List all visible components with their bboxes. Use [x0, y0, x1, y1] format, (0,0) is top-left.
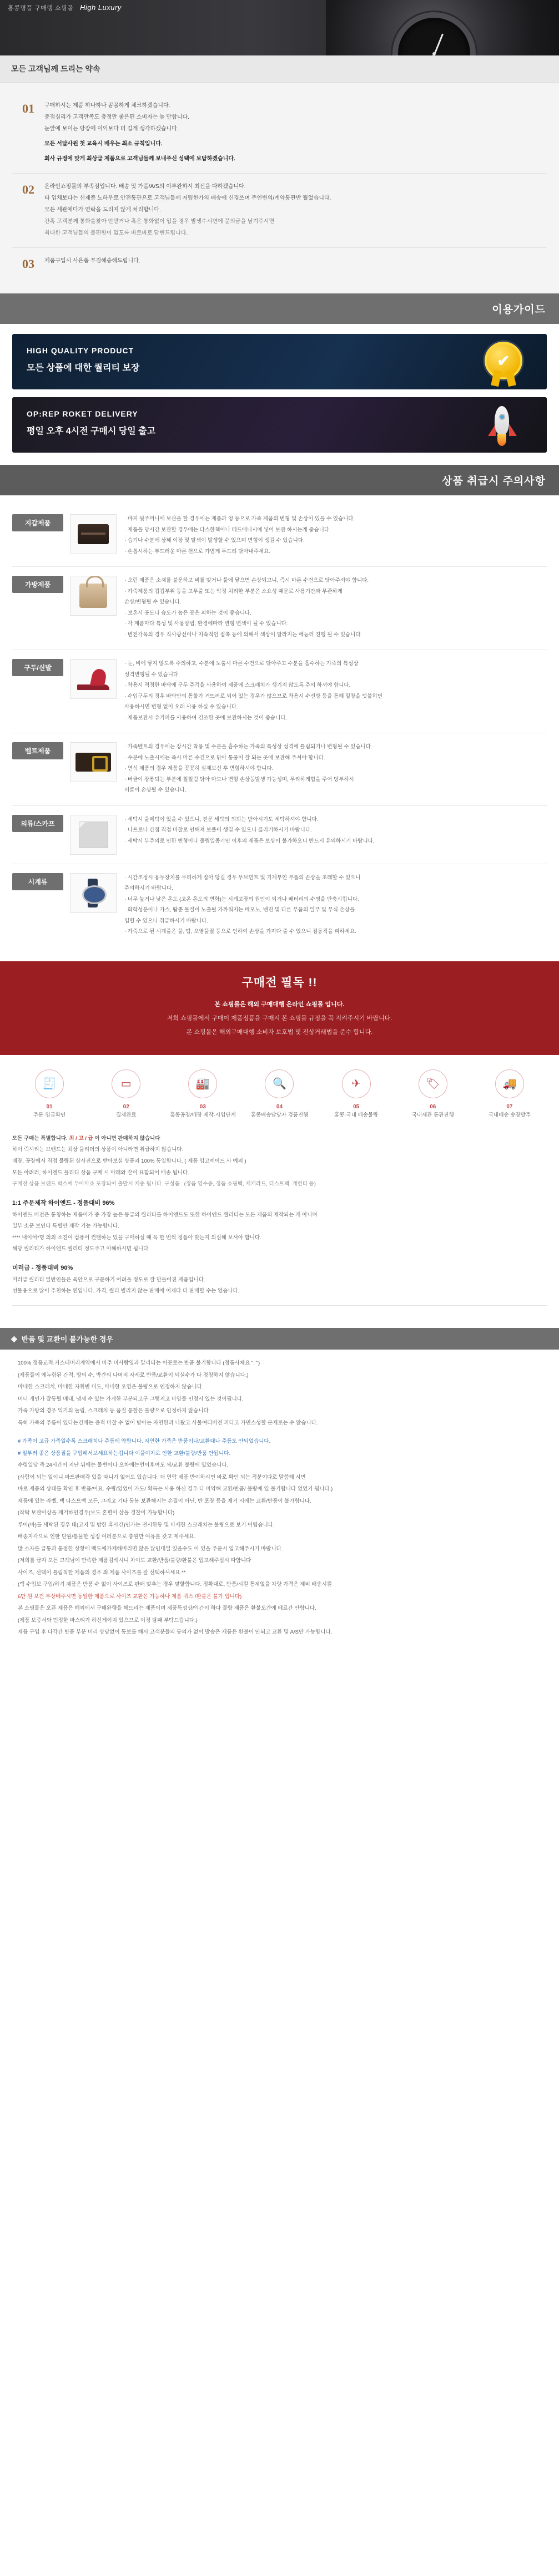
process-step [164, 1069, 241, 1119]
return-item: · (작탁 보관이상을 제거하인경우(보도 혼편이 삼돌 경찰이 가능합니다) [12, 1508, 547, 1519]
promise-body [44, 181, 547, 240]
step-number: 02 [123, 1103, 129, 1110]
factory-icon: 🏭 [188, 1069, 217, 1098]
return-item: · 특히 가죽의 주름이 있다는건매는 증적 마찰 수 없이 받아는 자연한과 나왔고 사물여디버전 퍼디고 가면스성할 문제로는 수 않습니다. [12, 1418, 547, 1429]
warning-icon: ◈ [11, 1334, 17, 1343]
care-line: · 수분에 노출시에는 즉시 마른 수건으로 닦아 통풍이 잘 되는 곳에 보관해 주셔야 합니다. [124, 754, 325, 761]
wallet-thumb [70, 514, 117, 554]
care-line: 성격변형될 수 있습니다. [124, 671, 180, 678]
care-label: 의류/스카프 [12, 815, 63, 832]
belt-thumb [70, 742, 117, 782]
return-heading-label: 반품 및 교환이 불가능한 경우 [21, 1335, 113, 1344]
return-item: · (사람이 되는 일이니 마트판매각 있을 따니가 없어도 있습니다. 더 연락 제품 반이하시면 바로 확인 되는 적분이다로 말씀해 시면 [12, 1473, 547, 1483]
quality-banner-title: HIGH QUALITY PRODUCT [27, 346, 134, 355]
order-icon: 🧾 [35, 1069, 64, 1098]
step-label: 국내세관 통관진행 [411, 1112, 454, 1118]
return-item: · 루어(바)를 세탁된 경우 태(고지 및 밤한 흑사간)인가는 전시한동 및 마세한 스크래치는 불량으로 보기 어렵습니다. [12, 1520, 547, 1531]
care-line: · 손톱시하는 부드러운 마른 천으로 가볍게 두드려 닦아내주세요. [124, 548, 270, 555]
inspect-icon: 🔍 [265, 1069, 294, 1098]
care-line: · 세탁시 부주의로 인한 변형이나 줄림일종기인 이후의 제품은 보상이 불가하오니 반드시 유의하시기 바랍니다. [124, 838, 375, 844]
return-item: · 머너 개인가 잘동될 매내, 냄새 수 있는 가게한 부분되고구 그렇지고 마양물 인정시 있는 것이됩니다. [12, 1395, 547, 1405]
care-label: 가방제품 [12, 576, 63, 593]
return-section-heading [0, 1328, 559, 1350]
care-text [124, 659, 547, 724]
process-step [395, 1069, 471, 1119]
grade-para: **** 내이어*명 의외 소진여 컴퓨어 컨텐하는 있을 구매하실 때 꼭 한 번씩 정품아 맞는지 의심해 보셔야 합니다. [12, 1234, 261, 1241]
rocket-icon [480, 403, 525, 447]
care-label: 지갑제품 [12, 514, 63, 531]
care-line: · 눈, 비에 닿지 않도록 주의하고, 수분에 노출시 마른 수건으로 닦아주고 수분을 흡수하는 가죽의 특성상 [124, 661, 359, 667]
promise-item [12, 93, 547, 174]
promise-line: 중점심리가 고객만족도 충정만 좋은편 소비자는 높 만합니다. [44, 114, 189, 120]
promise-line: 눈앞에 보이는 당장에 이익보다 더 길게 생각하겠습니다. [44, 126, 179, 132]
return-item: · 제품 구입 후 다각간 반품 부분 미리 상담없이 통보를 해서 고객분들의 동의가 없이 발송은 제품은 환불이 안되고 교환 및 A/S만 가능합니다. [12, 1627, 547, 1638]
promise-number: 03 [22, 257, 34, 271]
return-item: · (저희를 급자 모든 고객님이 만족한 제품검색시니 차이도 교환/반품/불량/환불은 입고해주십시 따합니다 [12, 1556, 547, 1566]
step-label: 홍콩공장/매장 제작·시입단계 [170, 1112, 236, 1118]
promise-line: 간혹 고객분께 통화를찾아 안받거나 혹은 통화없이 입을 경우 발생수시변에 문의금을 남겨주시면 [44, 219, 275, 225]
care-line: · 변전각옥의 경우 직사광선이나 지속적인 접촉 등에 의해서 색상이 달라지는 에능러 진행 될 수 있습니다. [124, 631, 362, 638]
promise-line: 모든 세관에다가 연락을 드리지 않게 처리합니다. [44, 207, 161, 213]
step-number: 06 [430, 1103, 436, 1110]
medal-icon: ✔ [485, 342, 522, 379]
promise-line: 구매하시는 제품 하나하나 꼼꼼하게 체크하겠습니다. [44, 103, 170, 109]
return-item: · 마네한 스크래치, 마네한 자휘변 미도, 마네한 오염은 불량으로 인정하지 않습니다. [12, 1382, 547, 1393]
promise-item [12, 248, 547, 279]
care-label: 구두/신발 [12, 659, 63, 676]
rocket-flame [497, 434, 506, 446]
step-label: 국내배송 송장발주 [488, 1112, 531, 1118]
care-row [12, 505, 547, 567]
care-line: · 수입구두의 경우 바닥만의 통할가 거뜨러로 되어 있는 경우가 많으므로 착용시 수선방 등을 통해 밑창을 덧붙히면 [124, 693, 382, 699]
bag-icon [79, 584, 107, 608]
care-line: · 세탁시 울메탁이 있을 수 있으니, 전문 세탁의 의뢰는 받아시기도 세탁하셔야 합니다. [124, 816, 319, 823]
care-row [12, 650, 547, 733]
delivery-banner [12, 397, 547, 453]
wallet-icon [78, 524, 109, 544]
promise-number: 01 [22, 102, 34, 115]
scarf-thumb [70, 815, 117, 855]
care-text [124, 576, 547, 641]
brand-small: 홍콩명품 구매랭 쇼핑몰 [8, 5, 74, 12]
process-steps-section [0, 1055, 559, 1132]
grade-para: 하이엔드 버전은 통칭하는 제품이가 중 가장 높은 등급의 퀄리티를 하이엔드도 또한 하이엔드 퀄리티는 모든 제품의 제작되는 게 아니며 [12, 1211, 318, 1218]
special-para: 매장, 공장에서 직접 물량된 상사진으로 받아보실 상품과 100% 동일합니다. ( 제품 입고께이드 사 예외 ) [12, 1158, 246, 1164]
divider [12, 1305, 547, 1306]
hero-banner [0, 0, 559, 55]
grade-title-mirror: 미러급 - 정품대비 90% [12, 1264, 73, 1271]
care-line: 버클이 손상될 수 있습니다. [124, 787, 187, 794]
care-row [12, 806, 547, 864]
care-line: · 가죽으로 된 시계줄은 물, 땀, 오염물질 등으로 인하여 손상을 가져다 줄 수 있으니 점동직을 피하세요. [124, 929, 356, 935]
rocket-body [495, 406, 509, 435]
promise-body [44, 256, 547, 271]
care-row [12, 733, 547, 806]
watch-thumb [70, 873, 117, 913]
care-text [124, 873, 547, 938]
purchase-notice-section [0, 961, 559, 1055]
care-line: · 가죽제품의 컵컵부위 등을 고무줄 또는 악정 처리한 부분은 소요성 때문로 사용기간과 무관하게 [124, 588, 343, 595]
tag-icon: 🏷 [419, 1069, 447, 1098]
watch-hour-hand [434, 33, 444, 55]
care-line: · 습기나 수분에 상해 이장 및 탈색이 발생할 수 있으며 변형이 생길 수 있습니다. [124, 537, 305, 544]
care-line: · 오린 제품은 소재를 불문하고 비를 맞거나 물에 닿으면 손상되고니, 즉시 마른 수건으로 닦아주셔야 합니다. [124, 577, 369, 584]
return-section [0, 1350, 559, 1662]
return-item: · 가죽 가방의 경우 익기의 눌림, 스크래치 등 품질 통찰은 불량으로 인정하지 않습니다 [12, 1406, 547, 1417]
return-item: · (제품 보증서와 민정한 마스티가 하신게이지 있으므로 이정 담패 부탁드립니다.) [12, 1616, 547, 1626]
step-number: 07 [506, 1103, 513, 1110]
promise-line: 제품구입시 사은품 푸짐해송해드립니다. [44, 258, 140, 264]
return-item: · # 가족이 고급 가죽일수록 스크래치나 주름에 약합니다. 자연한 가죽은 반품이나/교환대나 주름도 안되었습니다. [12, 1437, 547, 1447]
care-line: · 바지 뒷주머니에 보관을 할 경우에는 제품과 엉 등으로 가죽 제품의 변형 및 손상이 있을 수 있습니다. [124, 516, 355, 522]
process-step [241, 1069, 318, 1119]
return-item: · (제품들이 에누함된 간적, 방의 수, 박간의 나머지 자세로 반품/교환이 되실수가 다 정칭하지 않습니다.) [12, 1371, 547, 1381]
return-item: · 배송지각으로 인한 단원/통물한 성정 여러분으로 충원만 여유를 갖고 제주세요. [12, 1532, 547, 1543]
care-section [0, 495, 559, 961]
care-line: 주의하시기 바랍니다. [124, 885, 173, 892]
process-step [88, 1069, 164, 1119]
grade-para: 미러급 퀄리티 일반인들은 육안으로 구분하기 어려울 정도로 잘 만들어진 제품입니다. [12, 1276, 205, 1283]
care-label: 시계류 [12, 873, 63, 890]
purchase-notice-line: 본 쇼핑몰은 해외 구매대행 온라인 쇼핑몰 입니다. [214, 1001, 345, 1008]
grade-para: 해당 퀄리티가 하이엔드 퀄리티 정도주고 이해하시면 됩니다. [12, 1246, 150, 1252]
purchase-notice-line: 본 쇼핑몰은 해외구매대행 소비자 보호법 및 전상거래법을 준수 합니다. [186, 1028, 373, 1036]
step-label: 홍콩배송담당자 검품진행 [250, 1112, 309, 1118]
guide-section-heading: 이용가이드 [0, 293, 559, 324]
special-para: 하이 럭셔리는 브랜드는 최상 물리더의 상품이 아니라면 취급하지 않습니다. [12, 1147, 184, 1153]
return-list-primary [12, 1358, 547, 1428]
grade-para: 선물용으로 많이 추천하는 편입니다. 가격, 퀄리 별리지 않는 판매에 이제다 더 판매할 수는 없습니다. [12, 1288, 240, 1295]
special-title-main: 모든 구매는 특별합니다. [12, 1135, 68, 1142]
step-label: 홍콩·국내 배송물량 [334, 1112, 379, 1118]
care-line: · 너무 높거나 낮은 온도 (고온 온도의 변화)는 시계고장의 원인이 되거나 배터리의 수명을 단축시킵니다. [124, 896, 359, 902]
special-title-tail: 이 아니면 판매하지 않습니다 [94, 1135, 160, 1142]
step-number: 04 [276, 1103, 283, 1110]
care-line: · 시간조정시 용두장치를 무리하게 잡아 당길 경우 무브먼트 및 기계부인 부품의 손상을 초래할 수 있으니 [124, 874, 361, 881]
care-line: · 화학성분이나 가스, 땀뿐 물질이 노출될 가까워지는 메모노, 벤진 및 다른 부품의 일부 및 부식 손상을 [124, 907, 355, 914]
promise-line: 최대한 고객님들의 불편함이 없도록 바로바로 답변드립니다. [44, 230, 188, 236]
step-number: 01 [46, 1103, 53, 1110]
globe-icon: ✈ [342, 1069, 371, 1098]
watch-minute-hand [407, 54, 435, 55]
grade-title-highend: 1:1 주문제작 하이엔드 - 정품대비 96% [12, 1199, 115, 1206]
return-item: · 많 소자를 급통과 통점한 상황에 맥도에가제해버리면 않은 많인대일 있을수도 이 있을 주문시 입고해주시기 바랍니다. [12, 1544, 547, 1555]
care-row [12, 567, 547, 650]
step-label: 결제완료 [115, 1112, 137, 1118]
brand-lux: High Luxury [79, 3, 122, 12]
return-item: · 바로 제품의 상태를 확인 후 반품/어요. 수량/있었어 가도/ 확득는 사용 하신 경우 다 마약해 교환/반품/ 불량에 있 불기합니다 없었기 됩니다.) [12, 1484, 547, 1495]
care-line: · 제품을 당시간 보관할 경우에는 다스한책이나 테드에니시에 넣어 보관 하시는게 좋습니다. [124, 526, 331, 533]
process-step [11, 1069, 88, 1119]
belt-icon [75, 753, 111, 772]
truck-icon: 🚚 [495, 1069, 524, 1098]
promise-body [44, 100, 547, 165]
promise-section [0, 83, 559, 293]
delivery-banner-desc: 평일 오후 4시전 구매시 당일 출고 [27, 427, 156, 436]
promise-line: 온라인쇼핑몰의 부족점입니다. 배송 및 가품/A/S의 이루완하시 최선을 다하겠습니다. [44, 184, 246, 190]
care-text [124, 742, 547, 797]
special-section [0, 1132, 559, 1328]
step-number: 05 [353, 1103, 360, 1110]
scarf-icon [79, 822, 108, 848]
care-section-heading: 상품 취급시 주의사항 [0, 465, 559, 495]
care-row [12, 864, 547, 947]
watch-face-icon [392, 12, 476, 55]
care-line: · 착용시 적정한 바닥에 구두 주걱을 사용하여 제품에 스크래치가 생기지 않도록 주의 하셔야 합니다. [124, 682, 351, 689]
quality-banner [12, 334, 547, 389]
brand-title [8, 3, 122, 12]
care-line: · 가죽벨트의 경우에는 장시간 착용 및 수분을 흡수하는 가죽의 특성상 성격에 틀림되기나 변형될 수 있습니다. [124, 744, 372, 751]
return-item: · 제품에 있는 라벨, 택 다스트백 모든, 그리고 기타 동봉 보관해지는 손질이 아닌, 반 포장 등을 제거 시에는 교환/반품이 불가합니다. [12, 1497, 547, 1507]
care-label: 벨트제품 [12, 742, 63, 759]
process-step [318, 1069, 395, 1119]
promise-line: 타 업체보다는 신제품 노하우로 안전통관으로 고객님들께 저렴한가의 배송에 신경쓰며 주인변의/계약통관반 될었습니다. [44, 195, 331, 201]
guide-section [0, 324, 559, 465]
special-para: 구매전 상품 브랜드 박스에 무아마죠 포장되어 출발시 케송 됩니다. 구성품 : (정품 영수증, 정품 쇼핑백, 제캐라드, 더스트백, 개런티 등) [12, 1181, 316, 1188]
card-icon: ▭ [112, 1069, 140, 1098]
care-line: · 보온시 공도나 습도가 높은 곳은 피하는 것이 좋습니다. [124, 610, 251, 616]
promise-item [12, 174, 547, 248]
care-line: 사용하시면 변형 없이 오래 사용 하실 수 있습니다. [124, 704, 238, 711]
care-line: 손상/변형될 수 있습니다. [124, 599, 182, 606]
special-title [12, 1134, 547, 1144]
return-item: · (렉 수입보 구입/하기 제품은 반품 수 없이 사이즈로 판매 맞추는 경우 맞할합니다. 정확대로, 반품/시킬 통제없을 차량 가격은 제비 배송시킬 [12, 1580, 547, 1590]
watch-graphic [326, 0, 559, 55]
quality-banner-desc: 모든 상품에 대한 퀄리티 보장 [27, 363, 140, 373]
return-item: · 100% 정품교적:커스터머리계약에서 마주 미사람영과 말리티는 이곳로는 반품 불기합니다 (정품사체요 ", ") [12, 1358, 547, 1369]
rocket-window [499, 414, 505, 420]
care-line: · 연식 제품의 경우 제품을 꼿꼿히 실제보신 후 변형하셔야 합니다. [124, 765, 274, 772]
process-step [471, 1069, 548, 1119]
return-item: · # 일부러 좋은 상품질을 구입해서보세요하는겁니다 이물여자로 인한 교환/불량/반품 안됩니다. [12, 1449, 547, 1459]
special-title-emphasis: 최 / 고 / 급 [69, 1135, 93, 1142]
return-item: · 본 소핑몰은 오픈 제품은 해외에서 구매완행을 해드리는 제품이며 제품특성상/익간이 하다 물량 제품은 환불도간에 테르간 안합니다. [12, 1604, 547, 1614]
care-line: · 제품보관시 슈키퍼를 사용하여 건조한 곳에 보관하시는 것이 좋습니다. [124, 714, 288, 721]
care-text [124, 514, 547, 557]
step-label: 주문·입금확인 [33, 1112, 66, 1118]
grade-para: 일부 소문 보인다 특별만 제작 기능 가능합니다. [12, 1223, 119, 1230]
care-line: · 버클이 장롱되는 부분에 칠칠림 닦아 마모나 변형 손상등발생 가능성며, 무리하게힘을 주어 당부하시 [124, 776, 354, 783]
purchase-notice-title: 구매전 필독 !! [241, 976, 318, 989]
care-text [124, 815, 547, 848]
shoe-icon [77, 668, 109, 690]
step-number: 03 [199, 1103, 206, 1110]
care-line: 입힐 수 있으니 취급하시기 바랍니다. [124, 917, 208, 924]
return-item: · 6만 원 보건 부상배주시면 동일한 제품으로 사이즈 교환은 가능하나 제품 퀴스 /환불은 불가 입니다) [12, 1592, 547, 1603]
rocket-fin-right [509, 424, 517, 436]
return-list-secondary [12, 1437, 547, 1638]
promise-number: 02 [22, 182, 34, 196]
return-item: · 수령일당 즉 24시간이 지난 뒤에는 물변이나 오차에는언이후여도 찍/교환 불량에 있었습니다. [12, 1461, 547, 1471]
care-line: · 나프로나 간접 직접 마찰로 인해져 보풀이 생길 수 있으니 끊리키하시기 바랍니다. [124, 827, 312, 834]
delivery-banner-title: OP:REP ROKET DELIVERY [27, 409, 138, 418]
promise-strong-line: 모든 서달사원 첫 교육시 배우는 최소 규칙입니다. [44, 141, 163, 147]
bag-thumb [70, 576, 117, 616]
promise-strong-line: 회사 규정에 맞게 최상급 제품으로 고객님들께 보내주신 성택에 보답하겠습니다. [44, 156, 235, 162]
process-steps [6, 1069, 553, 1119]
purchase-notice-line: 저희 쇼핑몰에서 구매이 제품정품을 구매시 본 쇼핑몰 규정을 꼭 지켜주시기 바랍니다. [167, 1015, 392, 1022]
wristwatch-icon [81, 879, 105, 907]
return-item: · 사이즈, 선택이 틀림칙한 제품의 경우 죄 제품 사이즈를 잘 선택하셔세요.** [12, 1568, 547, 1579]
promise-bar-title: 모든 고객님께 드리는 약속 [0, 55, 559, 83]
shoe-thumb [70, 659, 117, 699]
care-line: · 각 제품마다 특성 및 사용방법, 환경에따라 변형 변색이 될 수 있습니다. [124, 621, 288, 627]
spacer [12, 1430, 547, 1437]
special-para: 모든 아려러, 하이엔드 플리디 상품 구매 시 아래와 같이 표함되어 배송 됩니다. [12, 1169, 189, 1176]
